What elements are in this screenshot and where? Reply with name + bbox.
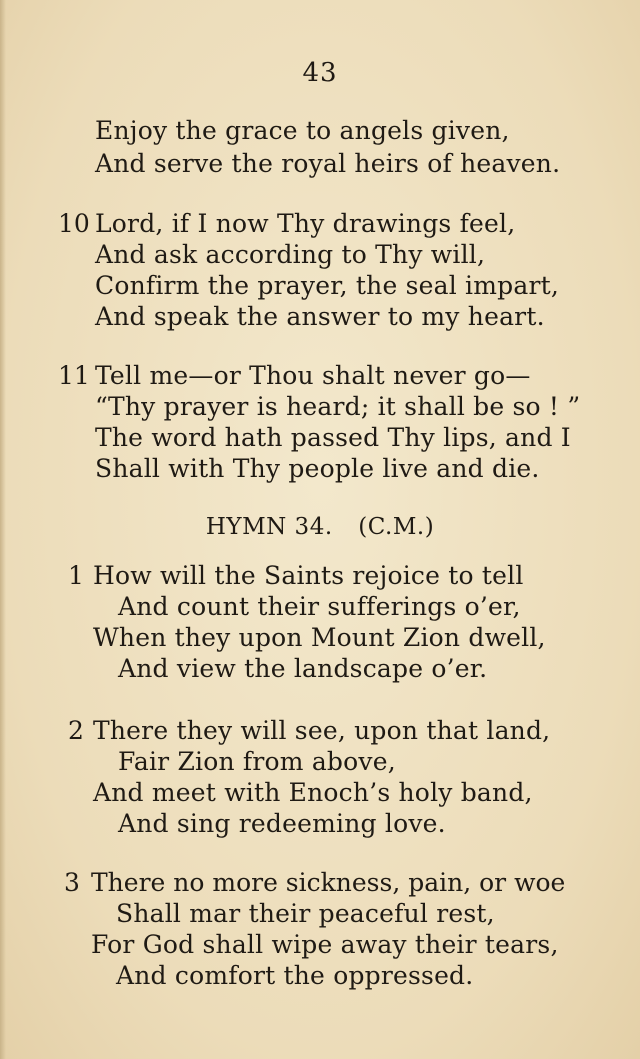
verse-line: Tell me—or Thou shalt never go—	[95, 361, 531, 390]
verse-line: How will the Saints rejoice to tell	[93, 561, 524, 590]
verse-line: Enjoy the grace to angels given,	[95, 116, 510, 145]
verse-line: And ask according to Thy will,	[95, 240, 486, 269]
verse-line: And count their sufferings o’er,	[118, 592, 521, 621]
verse-line: Fair Zion from above,	[118, 747, 396, 776]
verse-line: For God shall wipe away their tears,	[91, 930, 559, 959]
verse-number: 11	[58, 361, 90, 390]
hymn-number: HYMN 34.	[205, 514, 333, 540]
verse-line: And serve the royal heirs of heaven.	[95, 149, 561, 178]
hymn-title	[0, 512, 640, 542]
verse-line: Lord, if I now Thy drawings feel,	[95, 209, 516, 238]
page-number: 43	[302, 58, 338, 88]
verse-number: 10	[58, 209, 90, 238]
verse-line: And meet with Enoch’s holy band,	[93, 778, 533, 807]
verse-line: And view the landscape o’er.	[118, 654, 488, 683]
verse-line: The word hath passed Thy lips, and I	[95, 423, 571, 452]
verse-line: Shall mar their peaceful rest,	[116, 899, 495, 928]
hymn-meter: (C.M.)	[358, 514, 435, 540]
verse-line: Shall with Thy people live and die.	[95, 454, 540, 483]
verse-number: 2	[68, 716, 84, 745]
verse-line: There they will see, upon that land,	[93, 716, 551, 745]
verse-line: And comfort the oppressed.	[116, 961, 474, 990]
verse-line: And speak the answer to my heart.	[95, 302, 545, 331]
verse-line: And sing redeeming love.	[118, 809, 446, 838]
verse-line: When they upon Mount Zion dwell,	[93, 623, 546, 652]
verse-number: 3	[64, 868, 80, 897]
verse-line: Confirm the prayer, the seal impart,	[95, 271, 560, 300]
verse-number: 1	[68, 561, 84, 590]
verse-line: “Thy prayer is heard; it shall be so ! ”	[95, 392, 581, 421]
verse-line: There no more sickness, pain, or woe	[91, 868, 566, 897]
